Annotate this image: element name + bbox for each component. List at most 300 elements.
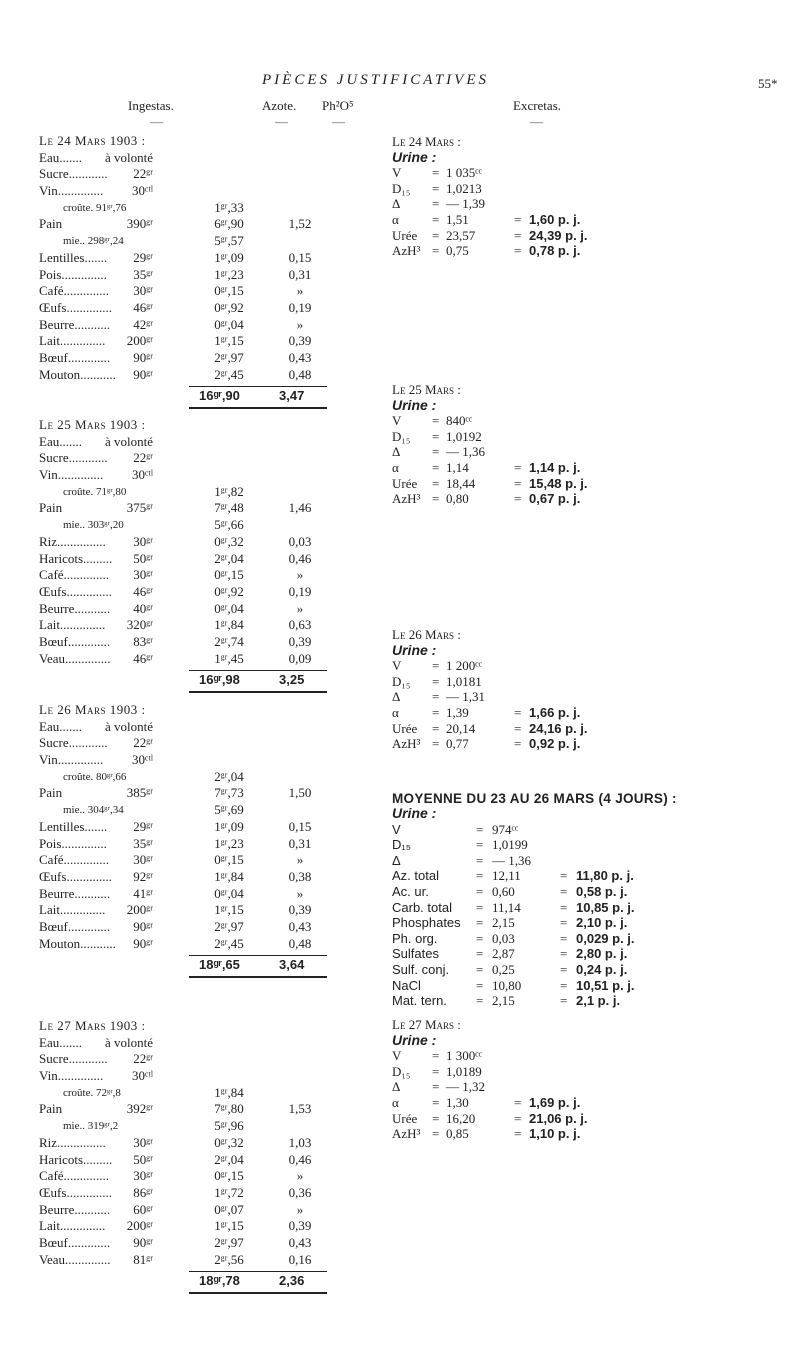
- total-rule: [189, 976, 327, 978]
- food-name: Bœuf.............: [39, 349, 111, 365]
- food-phosphorus: 0,15: [288, 249, 312, 265]
- equals-sign: =: [514, 1110, 522, 1126]
- food-amount: 30ᵍʳ: [133, 1168, 153, 1184]
- food-phosphorus: 0,38: [288, 868, 312, 884]
- food-amount: 390ᵍʳ: [126, 216, 153, 232]
- food-name: Café..............: [39, 852, 110, 868]
- food-azote: 1ᵍʳ,84: [214, 617, 244, 633]
- urine-key: D₁₅: [392, 1063, 411, 1079]
- food-phosphorus: 0,09: [288, 650, 312, 666]
- food-phosphorus: »: [296, 567, 304, 583]
- food-name: croûte. 80ᵍʳ,66: [63, 770, 127, 783]
- equals-sign: =: [514, 243, 522, 259]
- average-key: Phosphates: [392, 915, 461, 931]
- urine-row: [392, 736, 772, 752]
- running-header: PIÈCES JUSTIFICATIVES: [262, 72, 489, 88]
- equals-sign: =: [514, 227, 522, 243]
- food-phosphorus: 0,39: [288, 333, 312, 349]
- food-azote: 1ᵍʳ,45: [214, 650, 244, 666]
- food-row: [39, 852, 319, 869]
- urine-key: V: [392, 658, 402, 674]
- average-row: [392, 822, 792, 838]
- day-title: Le 27 Mars 1903 :: [39, 1018, 146, 1033]
- food-phosphorus: »: [296, 316, 304, 332]
- food-azote: 0ᵍʳ,15: [214, 1168, 244, 1184]
- total-row: [39, 670, 319, 690]
- food-phosphorus: 0,15: [288, 818, 312, 834]
- food-row: [39, 1185, 319, 1202]
- food-azote: 7ᵍʳ,73: [214, 785, 244, 801]
- urine-key: Urée: [392, 475, 418, 491]
- average-key: Ph. org.: [392, 930, 438, 946]
- urine-key: V: [392, 165, 402, 181]
- food-amount: 22ᵍʳ: [133, 1051, 153, 1067]
- food-azote: 1ᵍʳ,09: [214, 818, 244, 834]
- average-value: 2,15: [492, 915, 515, 931]
- food-amount: 30ᶜᵗˡ: [132, 467, 153, 483]
- food-name: Beurre...........: [39, 885, 111, 901]
- total-phosphorus: 3,25: [279, 672, 305, 688]
- food-amount: 90ᵍʳ: [133, 366, 153, 382]
- food-name: Œufs..............: [39, 583, 112, 599]
- food-name: Mouton...........: [39, 935, 116, 951]
- food-phosphorus: 0,43: [288, 1234, 312, 1250]
- food-row: [39, 350, 319, 367]
- urine-per-day: 1,60 p. j.: [529, 211, 581, 227]
- food-phosphorus: 0,63: [288, 617, 312, 633]
- urine-value: 0,77: [446, 736, 469, 752]
- equals-sign: =: [476, 915, 484, 931]
- equals-sign: =: [432, 1063, 440, 1079]
- urine-row: [392, 429, 772, 445]
- urine-date: Le 27 Mars :: [392, 1017, 461, 1032]
- urine-day-block: [392, 1017, 772, 1142]
- food-row: [39, 166, 319, 183]
- food-phosphorus: 0,19: [288, 299, 312, 315]
- food-amount: 30ᵍʳ: [133, 567, 153, 583]
- equals-sign: =: [432, 444, 440, 460]
- food-amount: 22ᵍʳ: [133, 450, 153, 466]
- food-amount: 46ᵍʳ: [133, 299, 153, 315]
- equals-sign: =: [432, 1126, 440, 1142]
- food-amount: 60ᵍʳ: [133, 1201, 153, 1217]
- equals-sign: =: [432, 1048, 440, 1064]
- equals-sign: =: [432, 227, 440, 243]
- equals-sign: =: [432, 180, 440, 196]
- food-name: Œufs..............: [39, 299, 112, 315]
- food-phosphorus: 0,48: [288, 935, 312, 951]
- food-name: Veau..............: [39, 1251, 111, 1267]
- food-azote: 1ᵍʳ,72: [214, 1184, 244, 1200]
- urine-key: V: [392, 1048, 402, 1064]
- food-phosphorus: 0,19: [288, 583, 312, 599]
- urine-row: [392, 1111, 772, 1127]
- food-amount: 50ᵍʳ: [133, 550, 153, 566]
- food-name: Vin..............: [39, 752, 104, 768]
- average-key: Az. total: [392, 868, 439, 884]
- food-amount: 320ᵍʳ: [126, 617, 153, 633]
- total-phosphorus: 2,36: [279, 1273, 305, 1289]
- food-azote: 0ᵍʳ,92: [214, 583, 244, 599]
- food-name: Bœuf.............: [39, 1234, 111, 1250]
- equals-sign: =: [560, 868, 568, 884]
- urine-row: [392, 243, 772, 259]
- food-amount: 90ᵍʳ: [133, 1234, 153, 1250]
- food-name: croûte. 91ᵍʳ,76: [63, 201, 127, 214]
- urine-row: [392, 165, 772, 181]
- food-row: [39, 1235, 319, 1252]
- equals-sign: =: [432, 1079, 440, 1095]
- column-rule: —: [332, 114, 345, 129]
- food-phosphorus: 0,39: [288, 1218, 312, 1234]
- ingesta-day-block: [39, 1018, 319, 1291]
- equals-sign: =: [432, 165, 440, 181]
- average-value: 0,25: [492, 961, 515, 977]
- page-number: 55*: [758, 76, 778, 91]
- food-name: Lentilles.......: [39, 818, 108, 834]
- food-amount: 86ᵍʳ: [133, 1184, 153, 1200]
- food-amount: 90ᵍʳ: [133, 349, 153, 365]
- food-azote: 0ᵍʳ,04: [214, 885, 244, 901]
- urine-key: α: [392, 704, 399, 720]
- food-azote: 0ᵍʳ,15: [214, 852, 244, 868]
- urine-key: α: [392, 459, 399, 475]
- urine-row: [392, 1048, 772, 1064]
- food-row: [39, 484, 319, 501]
- food-azote: 0ᵍʳ,32: [214, 1134, 244, 1150]
- average-value: 12,11: [492, 868, 521, 884]
- ingesta-day-block: [39, 702, 319, 975]
- food-amount: 42ᵍʳ: [133, 316, 153, 332]
- food-azote: 0ᵍʳ,32: [214, 533, 244, 549]
- equals-sign: =: [476, 993, 484, 1009]
- urine-value: 0,75: [446, 243, 469, 259]
- food-phosphorus: »: [296, 600, 304, 616]
- food-name: Lait..............: [39, 1218, 106, 1234]
- average-key: NaCl: [392, 977, 421, 993]
- food-amount: 200ᵍʳ: [126, 1218, 153, 1234]
- food-row: [39, 752, 319, 769]
- food-row: [39, 1252, 319, 1269]
- total-rule: [189, 407, 327, 409]
- food-azote: 2ᵍʳ,74: [214, 633, 244, 649]
- equals-sign: =: [476, 899, 484, 915]
- food-azote: 2ᵍʳ,04: [214, 768, 244, 784]
- urine-date: Le 26 Mars :: [392, 627, 461, 642]
- column-header-excretas: Excretas.: [513, 98, 562, 113]
- food-name: croûte. 72ᵍʳ,8: [63, 1086, 121, 1099]
- urine-value: 1,30: [446, 1094, 469, 1110]
- urine-value: 1 200ᶜᶜ: [446, 658, 482, 674]
- equals-sign: =: [432, 196, 440, 212]
- food-amount: 29ᵍʳ: [133, 818, 153, 834]
- food-amount: 46ᵍʳ: [133, 650, 153, 666]
- average-per-day: 11,80 p. j.: [576, 868, 634, 884]
- food-name: Œufs..............: [39, 1184, 112, 1200]
- food-name: mie.. 319ᵍʳ,2: [63, 1120, 119, 1133]
- urine-key: Δ: [392, 689, 401, 705]
- food-row: [39, 902, 319, 919]
- average-row: [392, 946, 792, 962]
- food-row: [39, 467, 319, 484]
- food-name: mie.. 304ᵍʳ,34: [63, 804, 124, 817]
- food-name: Eau.......: [39, 1034, 82, 1050]
- food-row: [39, 869, 319, 886]
- average-per-day: 0,029 p. j.: [576, 930, 635, 946]
- average-value: 0,60: [492, 883, 515, 899]
- food-name: Pain: [39, 785, 63, 801]
- urine-value: 840ᶜᶜ: [446, 413, 473, 429]
- total-phosphorus: 3,47: [279, 388, 305, 404]
- average-row: [392, 962, 792, 978]
- food-row: [39, 617, 319, 634]
- urine-row: [392, 413, 772, 429]
- equals-sign: =: [560, 883, 568, 899]
- food-azote: 1ᵍʳ,15: [214, 902, 244, 918]
- total-azote: 16ᵍʳ,90: [199, 388, 240, 404]
- food-name: Lait..............: [39, 902, 106, 918]
- equals-sign: =: [432, 704, 440, 720]
- food-phosphorus: 0,39: [288, 633, 312, 649]
- food-amount: 50ᵍʳ: [133, 1151, 153, 1167]
- urine-label: Urine :: [392, 396, 437, 413]
- food-phosphorus: »: [296, 852, 304, 868]
- urine-row: [392, 1126, 772, 1142]
- urine-value: 1,0192: [446, 428, 482, 444]
- urine-value: 1,39: [446, 704, 469, 720]
- total-rule: [189, 670, 327, 671]
- food-row: [39, 1152, 319, 1169]
- urine-per-day: 21,06 p. j.: [529, 1110, 588, 1126]
- average-key: D₁₅: [392, 837, 412, 853]
- food-row: [39, 367, 319, 384]
- average-per-day: 2,10 p. j.: [576, 915, 628, 931]
- food-phosphorus: 0,46: [288, 550, 312, 566]
- urine-value: — 1,36: [446, 444, 485, 460]
- urine-key: AzH³: [392, 491, 421, 507]
- urine-row: [392, 721, 772, 737]
- total-row: [39, 955, 319, 975]
- food-name: Eau.......: [39, 149, 82, 165]
- urine-per-day: 1,10 p. j.: [529, 1126, 581, 1142]
- urine-key: α: [392, 1094, 399, 1110]
- average-value: 2,15: [492, 993, 515, 1009]
- food-row: [39, 1051, 319, 1068]
- urine-row: [392, 460, 772, 476]
- equals-sign: =: [476, 837, 484, 853]
- food-azote: 7ᵍʳ,80: [214, 1101, 244, 1117]
- urine-day-block: [392, 134, 772, 259]
- food-amount: 30ᵍʳ: [133, 283, 153, 299]
- food-azote: 0ᵍʳ,92: [214, 299, 244, 315]
- food-azote: 5ᵍʳ,66: [214, 517, 244, 533]
- food-amount: 392ᵍʳ: [126, 1101, 153, 1117]
- average-row: [392, 900, 792, 916]
- urine-per-day: 1,69 p. j.: [529, 1094, 581, 1110]
- food-name: Café..............: [39, 283, 110, 299]
- food-azote: 2ᵍʳ,04: [214, 1151, 244, 1167]
- food-amount: à volonté: [104, 433, 153, 449]
- food-row: [39, 1135, 319, 1152]
- food-amount: 30ᵍʳ: [133, 1134, 153, 1150]
- urine-value: 0,85: [446, 1126, 469, 1142]
- equals-sign: =: [476, 961, 484, 977]
- food-azote: 1ᵍʳ,82: [214, 483, 244, 499]
- average-value: — 1,36: [492, 852, 531, 868]
- food-name: Lait..............: [39, 333, 106, 349]
- total-azote: 18ᵍʳ,78: [199, 1273, 240, 1289]
- urine-value: 1,0181: [446, 673, 482, 689]
- food-phosphorus: 0,03: [288, 533, 312, 549]
- equals-sign: =: [514, 211, 522, 227]
- food-name: Mouton...........: [39, 366, 116, 382]
- food-name: Vin..............: [39, 467, 104, 483]
- urine-value: 1 035ᶜᶜ: [446, 165, 482, 181]
- average-block: [392, 791, 792, 1009]
- food-amount: 35ᵍʳ: [133, 266, 153, 282]
- food-row: [39, 500, 319, 517]
- food-row: [39, 267, 319, 284]
- food-azote: 1ᵍʳ,84: [214, 868, 244, 884]
- average-key: Carb. total: [392, 899, 452, 915]
- food-phosphorus: 0,48: [288, 366, 312, 382]
- food-amount: 40ᵍʳ: [133, 600, 153, 616]
- urine-key: Urée: [392, 227, 418, 243]
- food-azote: 7ᵍʳ,48: [214, 500, 244, 516]
- food-row: [39, 836, 319, 853]
- food-phosphorus: 0,36: [288, 1184, 312, 1200]
- urine-key: D₁₅: [392, 673, 411, 689]
- food-azote: 1ᵍʳ,33: [214, 199, 244, 215]
- equals-sign: =: [432, 413, 440, 429]
- average-value: 2,87: [492, 946, 515, 962]
- equals-sign: =: [432, 673, 440, 689]
- food-row: [39, 150, 319, 167]
- equals-sign: =: [560, 993, 568, 1009]
- equals-sign: =: [432, 736, 440, 752]
- food-amount: 90ᵍʳ: [133, 918, 153, 934]
- food-name: Œufs..............: [39, 868, 112, 884]
- food-azote: 1ᵍʳ,23: [214, 266, 244, 282]
- food-row: [39, 584, 319, 601]
- food-row: [39, 1101, 319, 1118]
- equals-sign: =: [514, 475, 522, 491]
- food-name: Vin..............: [39, 1068, 104, 1084]
- food-phosphorus: 1,03: [288, 1134, 312, 1150]
- food-phosphorus: 0,31: [288, 835, 312, 851]
- food-amount: 30ᶜᵗˡ: [132, 1068, 153, 1084]
- food-row: [39, 735, 319, 752]
- urine-value: 1,0213: [446, 180, 482, 196]
- food-azote: 0ᵍʳ,15: [214, 283, 244, 299]
- food-azote: 2ᵍʳ,04: [214, 550, 244, 566]
- urine-value: 20,14: [446, 720, 476, 736]
- average-value: 10,80: [492, 977, 522, 993]
- equals-sign: =: [432, 211, 440, 227]
- food-row: [39, 333, 319, 350]
- urine-value: 18,44: [446, 475, 476, 491]
- food-azote: 1ᵍʳ,23: [214, 835, 244, 851]
- ingesta-day-block: [39, 417, 319, 690]
- food-row: [39, 183, 319, 200]
- food-row: [39, 200, 319, 217]
- food-name: Lait..............: [39, 617, 106, 633]
- average-row: [392, 978, 792, 994]
- average-key: Sulf. conj.: [392, 961, 450, 977]
- food-row: [39, 601, 319, 618]
- food-azote: 0ᵍʳ,04: [214, 600, 244, 616]
- total-rule: [189, 955, 327, 956]
- food-row: [39, 1068, 319, 1085]
- food-azote: 1ᵍʳ,09: [214, 249, 244, 265]
- average-per-day: 2,80 p. j.: [576, 946, 628, 962]
- equals-sign: =: [514, 459, 522, 475]
- food-row: [39, 719, 319, 736]
- average-per-day: 10,51 p. j.: [576, 977, 635, 993]
- food-amount: 83ᵍʳ: [133, 633, 153, 649]
- average-per-day: 10,85 p. j.: [576, 899, 635, 915]
- food-name: Beurre...........: [39, 1201, 111, 1217]
- equals-sign: =: [432, 658, 440, 674]
- food-amount: 29ᵍʳ: [133, 249, 153, 265]
- equals-sign: =: [432, 428, 440, 444]
- food-azote: 1ᵍʳ,84: [214, 1084, 244, 1100]
- equals-sign: =: [514, 1126, 522, 1142]
- food-amount: 22ᵍʳ: [133, 735, 153, 751]
- urine-per-day: 24,39 p. j.: [529, 227, 588, 243]
- food-amount: à volonté: [104, 149, 153, 165]
- food-amount: 30ᶜᵗˡ: [132, 752, 153, 768]
- equals-sign: =: [514, 704, 522, 720]
- total-rule: [189, 1271, 327, 1272]
- average-value: 1,0199: [492, 837, 528, 853]
- average-row: [392, 931, 792, 947]
- food-azote: 0ᵍʳ,04: [214, 316, 244, 332]
- urine-value: 1,0189: [446, 1063, 482, 1079]
- average-row: [392, 993, 792, 1009]
- food-phosphorus: »: [296, 283, 304, 299]
- total-azote: 18ᵍʳ,65: [199, 957, 240, 973]
- urine-per-day: 1,66 p. j.: [529, 704, 581, 720]
- food-row: [39, 317, 319, 334]
- urine-value: 0,80: [446, 491, 469, 507]
- equals-sign: =: [560, 961, 568, 977]
- food-name: mie.. 303ᵍʳ,20: [63, 519, 124, 532]
- food-amount: 30ᵍʳ: [133, 533, 153, 549]
- equals-sign: =: [476, 868, 484, 884]
- food-row: [39, 534, 319, 551]
- food-row: [39, 634, 319, 651]
- equals-sign: =: [476, 977, 484, 993]
- urine-row: [392, 705, 772, 721]
- food-amount: 92ᵍʳ: [133, 868, 153, 884]
- equals-sign: =: [432, 459, 440, 475]
- total-rule: [189, 1292, 327, 1294]
- average-per-day: 0,58 p. j.: [576, 883, 628, 899]
- day-title: Le 24 Mars 1903 :: [39, 133, 146, 148]
- food-row: [39, 450, 319, 467]
- urine-row: [392, 491, 772, 507]
- food-phosphorus: 0,31: [288, 266, 312, 282]
- column-rule: —: [275, 114, 288, 129]
- food-name: Bœuf.............: [39, 633, 111, 649]
- urine-key: Δ: [392, 1079, 401, 1095]
- average-title: MOYENNE DU 23 AU 26 MARS (4 JOURS) :: [392, 791, 677, 806]
- urine-key: AzH³: [392, 1126, 421, 1142]
- equals-sign: =: [432, 1110, 440, 1126]
- urine-row: [392, 1079, 772, 1095]
- average-key: Δ: [392, 852, 401, 868]
